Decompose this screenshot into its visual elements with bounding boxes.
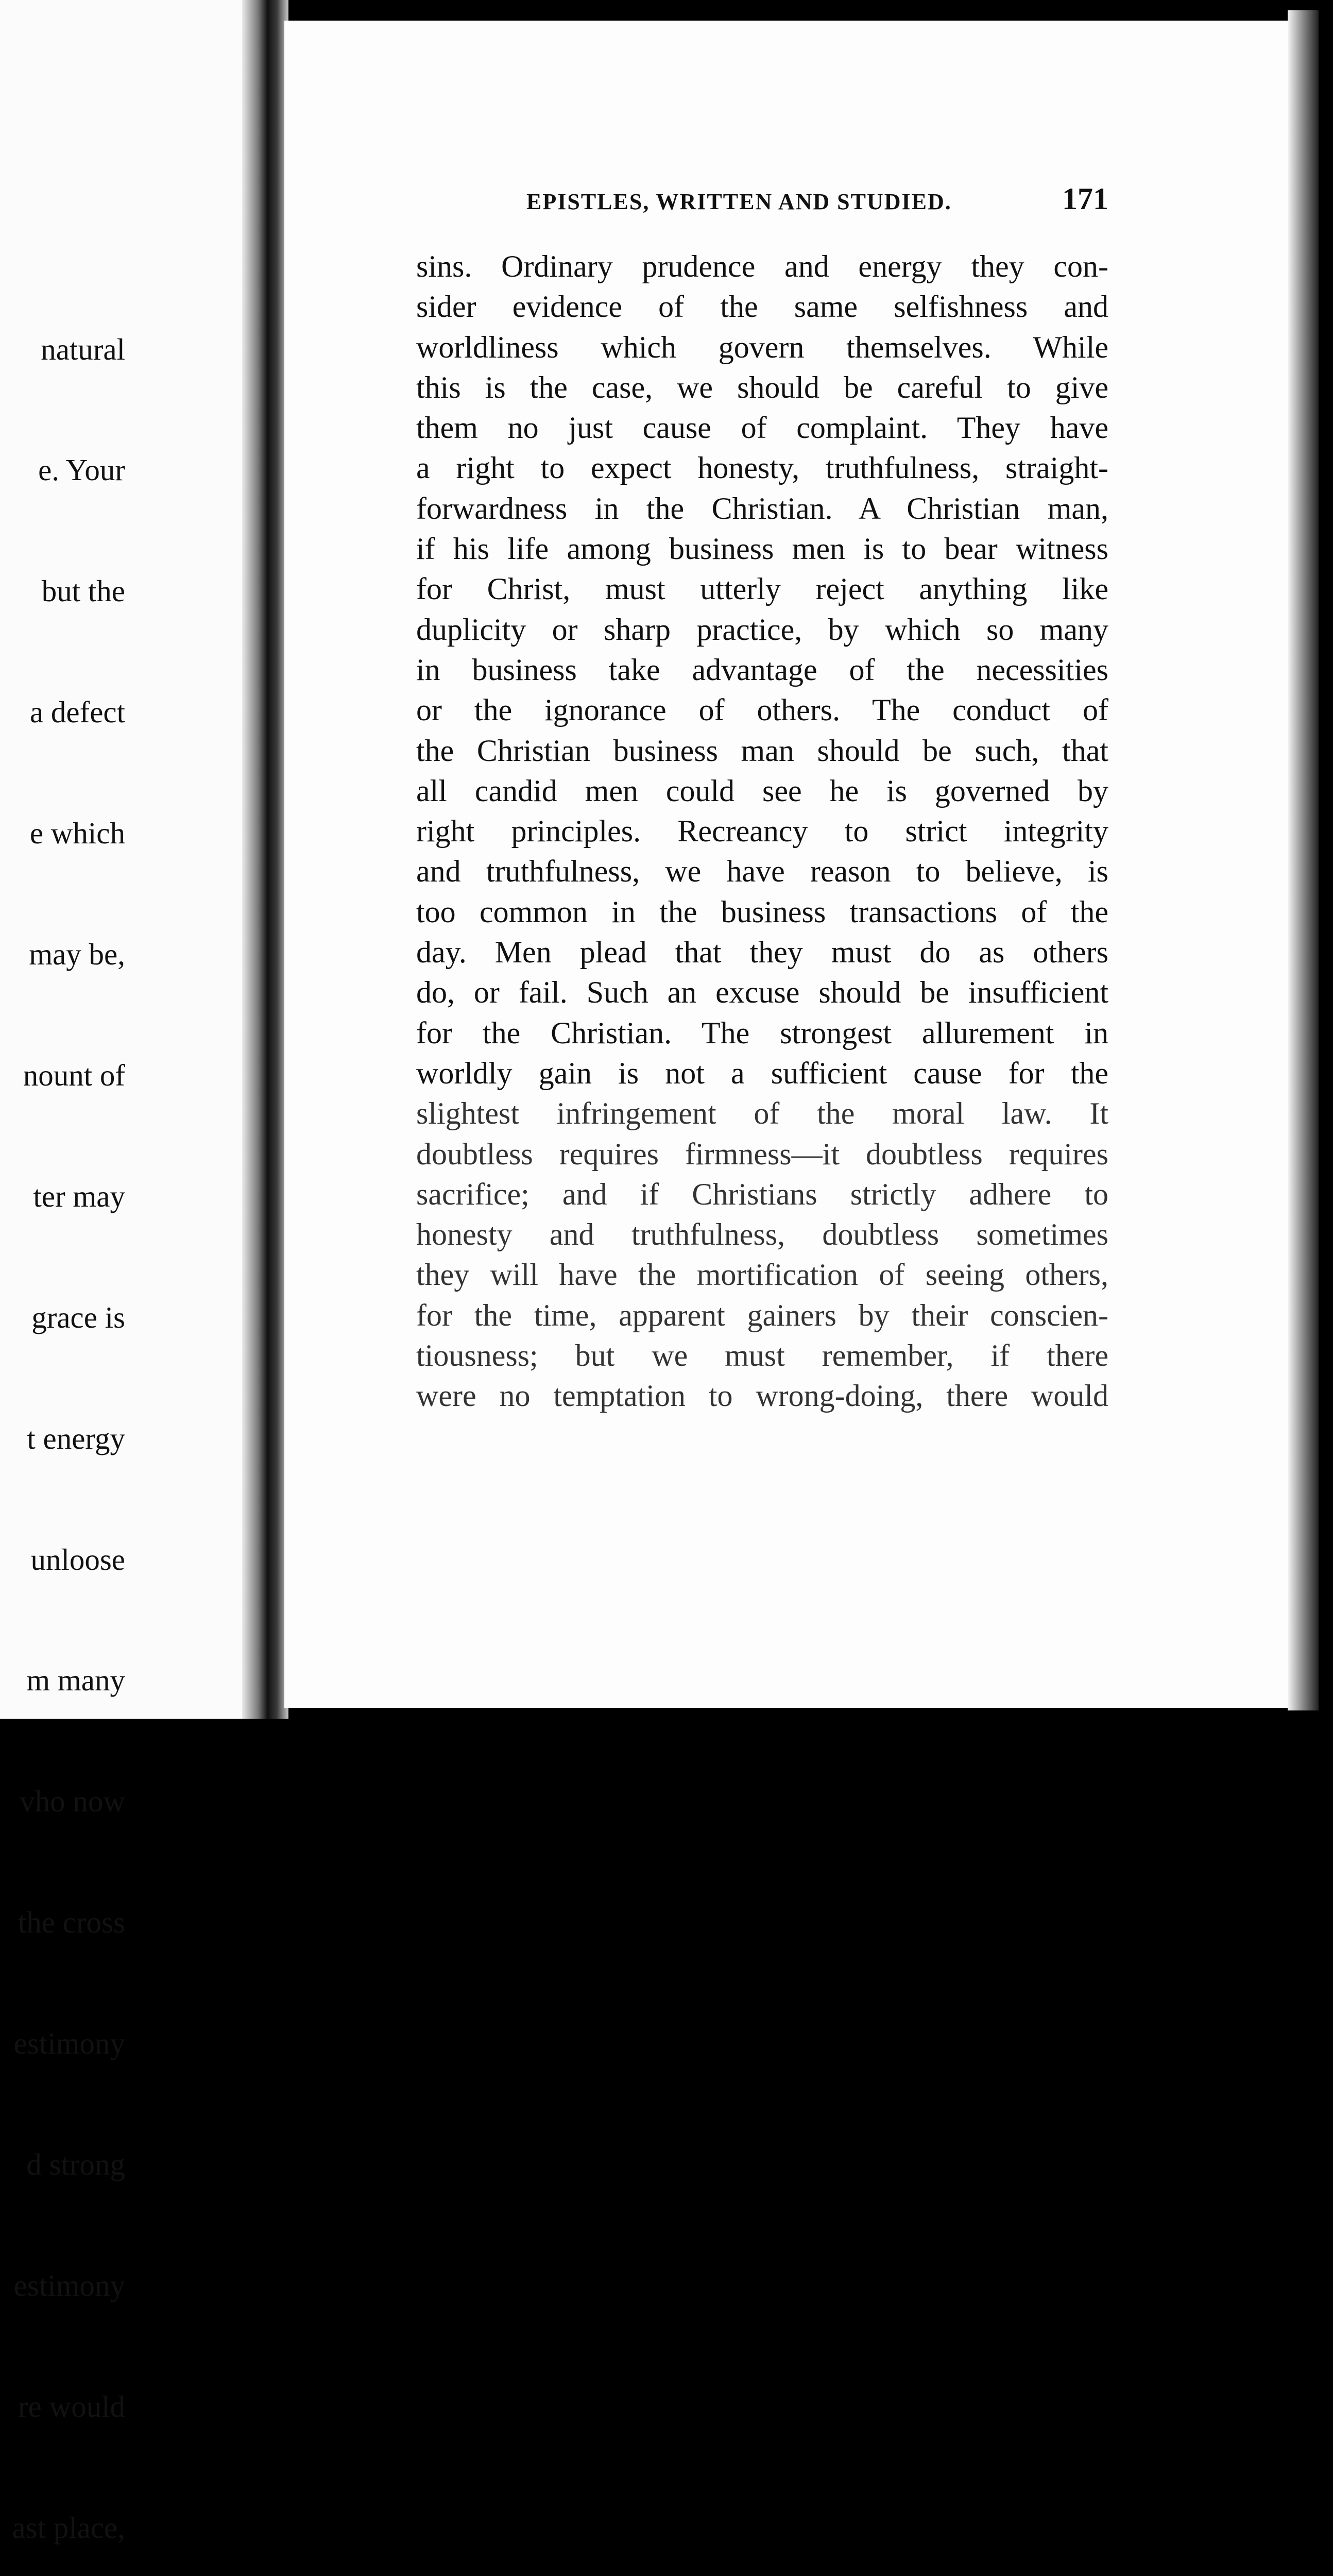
facing-line: a defect (29, 695, 125, 730)
text-line: forwardness in the Christian. A Christian man, (416, 491, 1108, 526)
facing-line: m many (26, 1663, 125, 1698)
facing-line: d strong (26, 2147, 125, 2181)
text-line: and truthfulness, we have reason to believe, is (416, 854, 1108, 889)
text-line: in business take advantage of the necessities (416, 652, 1108, 687)
text-line: were no temptation to wrong-doing, there would (416, 1379, 1108, 1413)
text-line: slightest infringement of the moral law. It (416, 1096, 1108, 1131)
running-head (526, 181, 1108, 217)
running-head-title: EPISTLES, WRITTEN AND STUDIED. (526, 189, 952, 214)
body-text (416, 246, 1108, 1416)
facing-line: ter may (33, 1179, 125, 1213)
text-line: for the time, apparent gainers by their conscien- (416, 1298, 1108, 1332)
facing-line: e which (29, 816, 125, 851)
text-line: a right to expect honesty, truthfulness, straight- (416, 451, 1108, 485)
text-line: worldly gain is not a sufficient cause for the (416, 1056, 1108, 1090)
facing-line: estimony (13, 2268, 125, 2302)
facing-line: e. Your (38, 453, 125, 487)
facing-line: may be, (29, 937, 125, 972)
page-number: 171 (1062, 182, 1108, 216)
text-line: this is the case, we should be careful to give (416, 370, 1108, 404)
text-line: day. Men plead that they must do as others (416, 935, 1108, 970)
text-line: they will have the mortification of seeing others, (416, 1258, 1108, 1292)
text-line: duplicity or sharp practice, by which so many (416, 612, 1108, 647)
facing-line: nount of (23, 1058, 125, 1092)
facing-line: estimony (13, 2026, 125, 2061)
facing-line: re would (18, 2389, 125, 2424)
text-line: worldliness which govern themselves. While (416, 330, 1108, 364)
text-line: sider evidence of the same selfishness and (416, 290, 1108, 324)
text-line: if his life among business men is to bear witness (416, 532, 1108, 566)
text-line: doubtless requires firmness—it doubtless requires (416, 1137, 1108, 1171)
facing-line: the cross (18, 1905, 125, 1940)
text-line: the Christian business man should be such, that (416, 733, 1108, 768)
text-line: sins. Ordinary prudence and energy they con- (416, 249, 1108, 283)
facing-page (0, 0, 262, 2545)
text-line: or the ignorance of others. The conduct of (416, 693, 1108, 727)
text-line: sacrifice; and if Christians strictly adhere to (416, 1177, 1108, 1211)
facing-line: t energy (27, 1421, 125, 1455)
text-line: tiousness; but we must remember, if there (416, 1338, 1108, 1373)
facing-page-text (12, 248, 126, 2576)
facing-line: ast place, (12, 2510, 125, 2545)
text-line: for the Christian. The strongest allurement in (416, 1015, 1108, 1050)
book-gutter (242, 0, 288, 1719)
text-line: for Christ, must utterly reject anything like (416, 572, 1108, 606)
text-line: them no just cause of complaint. They have (416, 411, 1108, 445)
text-line: all candid men could see he is governed by (416, 773, 1108, 808)
text-line: too common in the business transactions of the (416, 894, 1108, 929)
facing-line: vho now (20, 1784, 125, 1819)
text-line: do, or fail. Such an excuse should be insufficient (416, 975, 1108, 1010)
text-line: honesty and truthfulness, doubtless sometimes (416, 1217, 1108, 1252)
page-edge-shadow (1288, 10, 1319, 1710)
facing-line: but the (41, 574, 125, 608)
facing-line: grace is (31, 1300, 125, 1334)
text-line: right principles. Recreancy to strict integrity (416, 814, 1108, 849)
facing-line: unloose (30, 1542, 125, 1577)
facing-line: natural (41, 332, 125, 366)
